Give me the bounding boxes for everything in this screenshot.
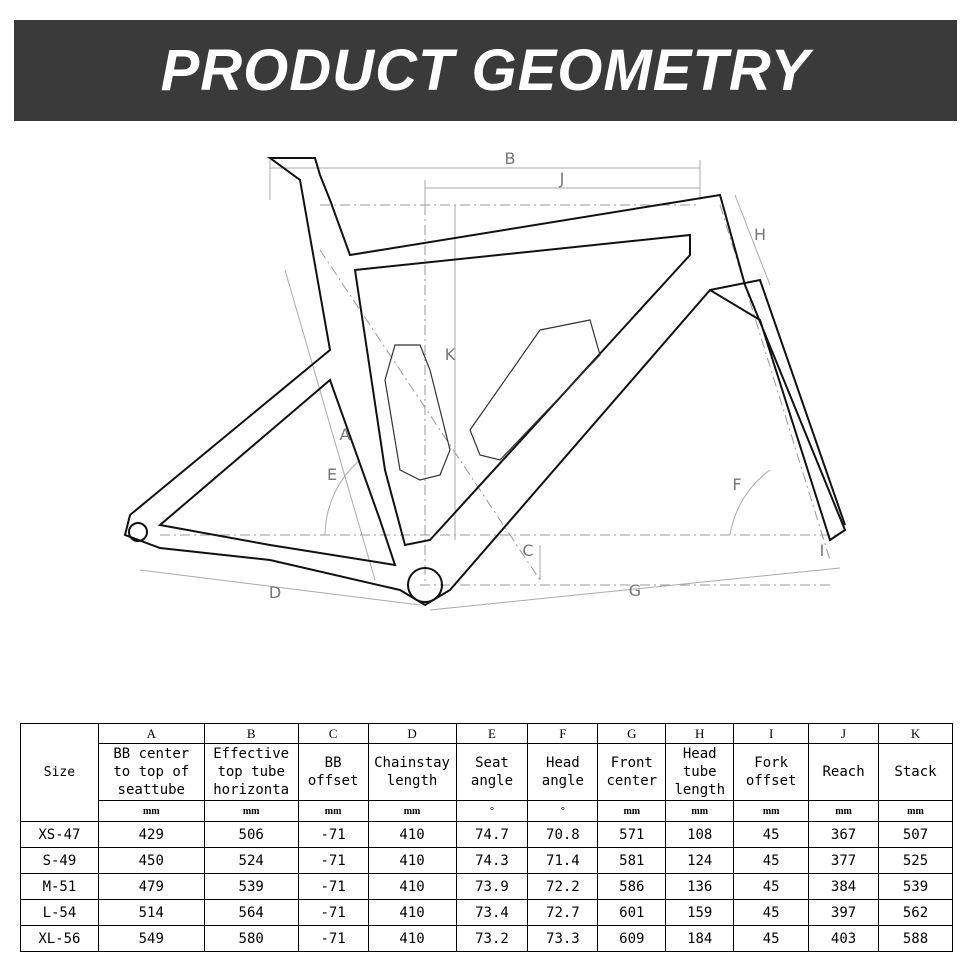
col-header: Reach xyxy=(809,744,879,801)
unit-row xyxy=(21,801,953,822)
table-cell: 429 xyxy=(98,822,204,848)
table-cell: 73.3 xyxy=(528,926,598,952)
table-row xyxy=(21,848,953,874)
table-row xyxy=(21,926,953,952)
table-cell: 549 xyxy=(98,926,204,952)
table-cell: 410 xyxy=(368,848,456,874)
table-cell: 45 xyxy=(734,926,809,952)
col-unit: mm xyxy=(368,801,456,822)
table-row xyxy=(21,900,953,926)
label-a: A xyxy=(339,425,351,444)
table-cell: 136 xyxy=(666,874,734,900)
table-cell: 159 xyxy=(666,900,734,926)
table-cell: 609 xyxy=(598,926,666,952)
bottle-cages xyxy=(385,320,600,480)
col-header: Seat angle xyxy=(456,744,528,801)
col-unit: ° xyxy=(456,801,528,822)
col-header: BB center to top of seattube xyxy=(98,744,204,801)
table-cell: 377 xyxy=(809,848,879,874)
table-cell: 581 xyxy=(598,848,666,874)
table-row xyxy=(21,822,953,848)
table-cell: 124 xyxy=(666,848,734,874)
col-letter: I xyxy=(734,724,809,744)
title-banner xyxy=(14,20,957,121)
label-j: J xyxy=(559,169,565,188)
table-cell: -71 xyxy=(298,848,368,874)
geometry-table xyxy=(20,723,953,952)
table-cell: 524 xyxy=(204,848,298,874)
col-letter: J xyxy=(809,724,879,744)
col-header: BB offset xyxy=(298,744,368,801)
size-cell: S-49 xyxy=(21,848,99,874)
size-cell: L-54 xyxy=(21,900,99,926)
col-letter: F xyxy=(528,724,598,744)
table-cell: 73.9 xyxy=(456,874,528,900)
frame-outline xyxy=(125,158,845,605)
table-cell: 72.7 xyxy=(528,900,598,926)
label-f: F xyxy=(732,475,742,494)
col-header: Front center xyxy=(598,744,666,801)
letter-row xyxy=(21,724,953,744)
table-cell: 601 xyxy=(598,900,666,926)
col-unit: mm xyxy=(879,801,953,822)
table-cell: 71.4 xyxy=(528,848,598,874)
col-letter: H xyxy=(666,724,734,744)
label-k: K xyxy=(444,345,456,364)
col-letter: K xyxy=(879,724,953,744)
label-d: D xyxy=(268,583,282,602)
col-header: Head tube length xyxy=(666,744,734,801)
col-header: Effective top tube horizonta xyxy=(204,744,298,801)
table-cell: 73.2 xyxy=(456,926,528,952)
table-cell: 562 xyxy=(879,900,953,926)
col-letter: C xyxy=(298,724,368,744)
table-cell: -71 xyxy=(298,900,368,926)
col-header: Stack xyxy=(879,744,953,801)
table-cell: 184 xyxy=(666,926,734,952)
table-cell: 74.7 xyxy=(456,822,528,848)
table-cell: 479 xyxy=(98,874,204,900)
table-cell: 384 xyxy=(809,874,879,900)
table-cell: 588 xyxy=(879,926,953,952)
table-cell: 580 xyxy=(204,926,298,952)
col-letter: A xyxy=(98,724,204,744)
table-cell: 586 xyxy=(598,874,666,900)
table-cell: -71 xyxy=(298,874,368,900)
col-unit: mm xyxy=(598,801,666,822)
table-cell: 74.3 xyxy=(456,848,528,874)
table-cell: 507 xyxy=(879,822,953,848)
col-unit: mm xyxy=(734,801,809,822)
table-row xyxy=(21,874,953,900)
label-b: B xyxy=(504,149,516,168)
table-cell: 410 xyxy=(368,822,456,848)
col-unit: ° xyxy=(528,801,598,822)
table-cell: 403 xyxy=(809,926,879,952)
size-cell: M-51 xyxy=(21,874,99,900)
size-cell: XS-47 xyxy=(21,822,99,848)
table-cell: 410 xyxy=(368,900,456,926)
label-c: C xyxy=(522,541,534,560)
col-letter: D xyxy=(368,724,456,744)
table-cell: 70.8 xyxy=(528,822,598,848)
col-letter: E xyxy=(456,724,528,744)
table-cell: 45 xyxy=(734,822,809,848)
col-header: Fork offset xyxy=(734,744,809,801)
col-unit: mm xyxy=(98,801,204,822)
table-cell: 571 xyxy=(598,822,666,848)
table-cell: 514 xyxy=(98,900,204,926)
table-cell: 564 xyxy=(204,900,298,926)
table-cell: 108 xyxy=(666,822,734,848)
size-cell: XL-56 xyxy=(21,926,99,952)
table-cell: 506 xyxy=(204,822,298,848)
table-cell: 45 xyxy=(734,874,809,900)
table-cell: 73.4 xyxy=(456,900,528,926)
label-e: E xyxy=(326,465,338,484)
col-unit: mm xyxy=(809,801,879,822)
page-title: PRODUCT GEOMETRY xyxy=(160,38,811,103)
table-cell: 367 xyxy=(809,822,879,848)
table-cell: 45 xyxy=(734,900,809,926)
col-unit: mm xyxy=(298,801,368,822)
table-cell: 450 xyxy=(98,848,204,874)
table-cell: -71 xyxy=(298,822,368,848)
table-cell: 397 xyxy=(809,900,879,926)
table-cell: 539 xyxy=(879,874,953,900)
table-cell: 72.2 xyxy=(528,874,598,900)
frame-geometry-diagram xyxy=(0,130,963,650)
table-cell: -71 xyxy=(298,926,368,952)
label-i: I xyxy=(819,541,825,560)
col-header: Chainstay length xyxy=(368,744,456,801)
table-cell: 525 xyxy=(879,848,953,874)
header-row xyxy=(21,744,953,801)
table-cell: 539 xyxy=(204,874,298,900)
col-letter: B xyxy=(204,724,298,744)
col-header: Head angle xyxy=(528,744,598,801)
label-h: H xyxy=(753,225,767,244)
col-letter: G xyxy=(598,724,666,744)
col-unit: mm xyxy=(666,801,734,822)
label-g: G xyxy=(628,581,642,600)
dimension-labels xyxy=(269,149,825,602)
table-cell: 410 xyxy=(368,926,456,952)
col-unit: mm xyxy=(204,801,298,822)
table-cell: 45 xyxy=(734,848,809,874)
size-header: Size xyxy=(21,724,99,822)
table-cell: 410 xyxy=(368,874,456,900)
